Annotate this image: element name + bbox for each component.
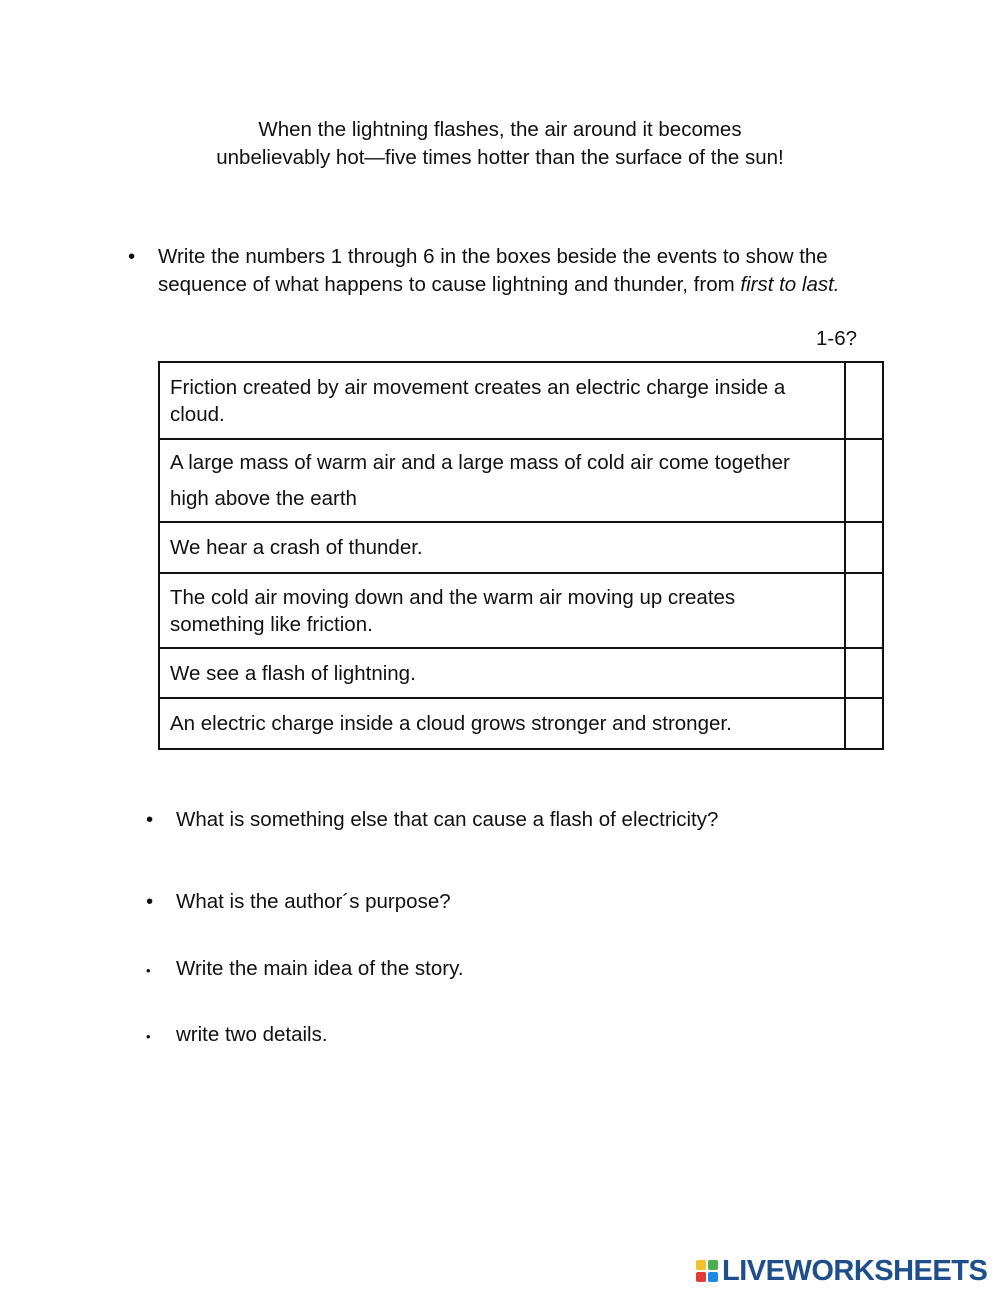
event-text: An electric charge inside a cloud grows stronger and stronger. — [159, 698, 845, 749]
logo-text: LIVEWORKSHEETS — [722, 1254, 988, 1287]
intro-line-2: unbelievably hot—five times hotter than the surface of the sun! — [216, 146, 784, 169]
sequence-table — [158, 361, 884, 750]
bullet-icon: • — [146, 1029, 151, 1044]
question-text: What is something else that can cause a flash of electricity? — [176, 808, 719, 831]
instruction-text — [158, 243, 878, 299]
sequence-answer-box[interactable] — [845, 439, 883, 522]
bullet-icon: • — [128, 245, 136, 268]
liveworksheets-logo — [696, 1254, 987, 1288]
question-text: Write the main idea of the story. — [176, 957, 464, 980]
table-row — [159, 698, 883, 749]
table-row — [159, 522, 883, 573]
event-text — [159, 439, 845, 522]
table-row — [159, 362, 883, 439]
event-text-label: A large mass of warm air and a large mass of cold air come together high above the earth — [170, 450, 790, 510]
instruction-main-text: Write the numbers 1 through 6 in the boxes beside the events to show the sequence of what happens to cause lightning and thunder, from — [158, 245, 828, 296]
logo-block-yellow — [696, 1260, 706, 1270]
bullet-icon: • — [146, 963, 151, 978]
sequence-answer-box[interactable] — [845, 573, 883, 648]
intro-line-1: When the lightning flashes, the air around it becomes — [258, 118, 742, 141]
sequence-answer-box[interactable] — [845, 648, 883, 698]
event-text: We see a flash of lightning. — [159, 648, 845, 698]
logo-blocks-icon — [696, 1260, 718, 1282]
answer-range-label: 1-6? — [816, 327, 858, 350]
event-text: The cold air moving down and the warm air moving up creates something like friction. — [159, 573, 845, 648]
table-row — [159, 439, 883, 522]
question-text: write two details. — [176, 1023, 328, 1046]
sequence-answer-box[interactable] — [845, 522, 883, 573]
sequence-answer-box[interactable] — [845, 698, 883, 749]
sequence-answer-box[interactable] — [845, 362, 883, 439]
bullet-icon: • — [146, 808, 154, 831]
instruction-italic-text: first to last. — [740, 273, 840, 296]
intro-paragraph — [150, 116, 850, 172]
bullet-icon: • — [146, 890, 154, 913]
logo-block-blue — [708, 1272, 718, 1282]
event-text: Friction created by air movement creates an electric charge inside a cloud. — [159, 362, 845, 439]
logo-block-green — [708, 1260, 718, 1270]
table-row — [159, 648, 883, 698]
table-row — [159, 573, 883, 648]
logo-block-red — [696, 1272, 706, 1282]
question-text: What is the author´s purpose? — [176, 890, 451, 913]
event-text: We hear a crash of thunder. — [159, 522, 845, 573]
